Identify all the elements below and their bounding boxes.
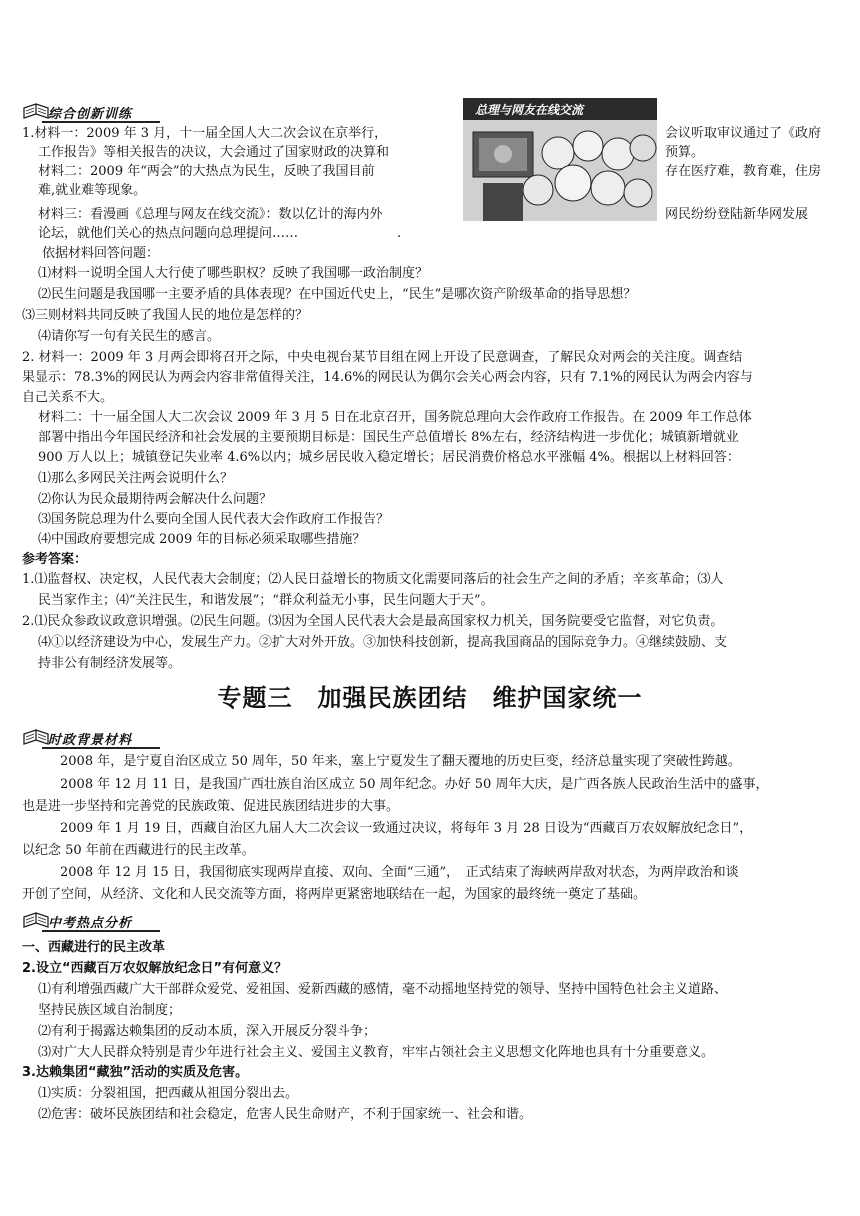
q1-line-5-right: 网民纷纷登陆新华网发展 (665, 207, 809, 222)
analysis-heading-3: 3.达赖集团“藏独”活动的实质及危害。 (22, 1065, 249, 1080)
q1-line-7: 依据材料回答问题： (42, 246, 160, 261)
answer-line-5: 持非公有制经济发展等。 (38, 656, 182, 671)
q2-line-7: ⑴那么多网民关注两会说明什么？ (38, 471, 234, 486)
analysis-b1: ⑴实质：分裂祖国，把西藏从祖国分裂出去。 (38, 1086, 299, 1101)
analysis-heading-1: 一、西藏进行的民主改革 (22, 940, 166, 955)
cartoon-caption: 总理与网友在线交流 (475, 103, 584, 117)
q1-line-1: 1.材料一：2009 年 3 月，十一届全国人大二次会议在京举行， (22, 126, 388, 141)
q1-line-3-right: 存在医疗难，教育难，住房 (665, 164, 822, 179)
q2-line-2: 果显示：78.3%的网民认为两会内容非常值得关注，14.6%的网民认为偶尔会关心两会内容，只有 7.1%的网民认为两会内容与 (22, 370, 753, 385)
q1-line-6-dot: . (397, 226, 402, 241)
q2-line-8: ⑵你认为民众最期待两会解决什么问题？ (38, 492, 273, 507)
section-banner-training (22, 100, 162, 124)
q2-line-1: 2. 材料一：2009 年 3 月两会即将召开之际，中央电视台某节目组在网上开设了民意调查，了解民众对两会的关注度。调查结 (22, 350, 743, 365)
background-p4b: 开创了空间，从经济、文化和人民交流等方面，将两岸更紧密地联结在一起，为国家的最终统一奠定了基础。 (22, 887, 647, 902)
q1-line-3: 材料二：2009 年“两会”的大热点为民生，反映了我国目前 (38, 164, 375, 179)
q1-line-6: 论坛，就他们关心的热点问题向总理提问…… (38, 226, 299, 241)
answer-line-2: 民当家作主；⑷“关注民生，和谐发展”；“群众利益无小事，民生问题大于天”。 (38, 593, 494, 608)
background-p2b: 也是进一步坚持和完善党的民族政策、促进民族团结进步的大事。 (22, 799, 400, 814)
topic-title: 专题三 加强民族团结 维护国家统一 (217, 684, 643, 712)
q1-line-4: 难,就业难等现象。 (38, 183, 147, 198)
answers-title: 参考答案： (22, 552, 88, 567)
section-banner-background (22, 726, 162, 750)
q2-line-3: 自己关系不大。 (22, 390, 114, 405)
q1-line-2: 工作报告》等相关报告的决议，大会通过了国家财政的决算和 (38, 145, 390, 160)
answer-line-4: ⑷①以经济建设为中心，发展生产力。②扩大对外开放。③加快科技创新，提高我国商品的国际竞争力。④继续鼓励、支 (38, 635, 728, 650)
cartoon-image (463, 98, 657, 221)
q2-line-4: 材料二：十一届全国人大二次会议 2009 年 3 月 5 日在北京召开，国务院总理向大会作政府工作报告。在 2009 年工作总体 (38, 410, 752, 425)
q2-line-10: ⑷中国政府要想完成 2009 年的目标必须采取哪些措施？ (38, 532, 366, 547)
q1-line-9: ⑵民生问题是我国哪一主要矛盾的具体表现？在中国近代史上，“民生”是哪次资产阶级革命的指导思想？ (38, 287, 637, 302)
answer-line-3: 2.⑴民众参政议政意识增强。⑵民生问题。⑶因为全国人民代表大会是最高国家权力机关，国务院要受它监督，对它负责。 (22, 614, 724, 629)
analysis-b2: ⑵危害：破坏民族团结和社会稳定，危害人民生命财产，不利于国家统一、社会和谐。 (38, 1107, 533, 1122)
analysis-heading-2: 2.设立“西藏百万农奴解放纪念日”有何意义？ (22, 961, 288, 976)
q1-line-10: ⑶三则材料共同反映了我国人民的地位是怎样的？ (22, 308, 309, 323)
background-p1: 2008 年，是宁夏自治区成立 50 周年，50 年来，塞上宁夏发生了翻天覆地的历史巨变，经济总量实现了突破性跨越。 (60, 754, 741, 769)
analysis-a3: ⑵有利于揭露达赖集团的反动本质，深入开展反分裂斗争； (38, 1024, 377, 1039)
q2-line-9: ⑶国务院总理为什么要向全国人民代表大会作政府工作报告？ (38, 512, 390, 527)
background-p3b: 以纪念 50 年前在西藏进行的民主改革。 (22, 843, 255, 858)
q1-line-11: ⑷请你写一句有关民生的感言。 (38, 329, 221, 344)
section-label: 综合创新训练 (48, 107, 133, 122)
background-p4a: 2008 年 12 月 15 日，我国彻底实现两岸直接、双向、全面“三通”， 正式结束了海峡两岸敌对状态，为两岸政治和谈 (60, 865, 739, 880)
analysis-a1: ⑴有利增强西藏广大干部群众爱党、爱祖国、爱新西藏的感情，毫不动摇地坚持党的领导、坚持中国特色社会主义道路、 (38, 982, 728, 997)
analysis-a4: ⑶对广大人民群众特别是青少年进行社会主义、爱国主义教育，牢牢占领社会主义思想文化阵地也具有十分重要意义。 (38, 1045, 715, 1060)
background-p2a: 2008 年 12 月 11 日，是我国广西壮族自治区成立 50 周年纪念。办好 50 周年大庆，是广西各族人民政治生活中的盛事， (60, 777, 769, 792)
section-banner-analysis (22, 909, 162, 933)
analysis-a2: 坚持民族区域自治制度； (38, 1003, 182, 1018)
q1-line-8: ⑴材料一说明全国人大行使了哪些职权？反映了我国哪一政治制度？ (38, 266, 429, 281)
q2-line-6: 900 万人以上；城镇登记失业率 4.6%以内；城乡居民收入稳定增长；居民消费价格总水平涨幅 4%。根据以上材料回答： (38, 450, 740, 465)
section-label: 时政背景材料 (48, 733, 133, 748)
section-label: 中考热点分析 (48, 916, 133, 931)
q1-line-5: 材料三：看漫画《总理与网友在线交流》：数以亿计的海内外 (38, 207, 383, 222)
background-p3a: 2009 年 1 月 19 日，西藏自治区九届人大二次会议一致通过决议，将每年 3 月 28 日设为“西藏百万农奴解放纪念日”， (60, 821, 753, 836)
q1-line-1-right: 会议听取审议通过了《政府 (665, 126, 822, 141)
answer-line-1: 1.⑴监督权、决定权，人民代表大会制度；⑵人民日益增长的物质文化需要同落后的社会生产之间的矛盾；辛亥革命；⑶人 (22, 572, 724, 587)
q1-line-2-right: 预算。 (665, 145, 705, 160)
q2-line-5: 部署中指出今年国民经济和社会发展的主要预期目标是：国民生产总值增长 8%左右，经济结构进一步优化；城镇新增就业 (38, 430, 739, 445)
